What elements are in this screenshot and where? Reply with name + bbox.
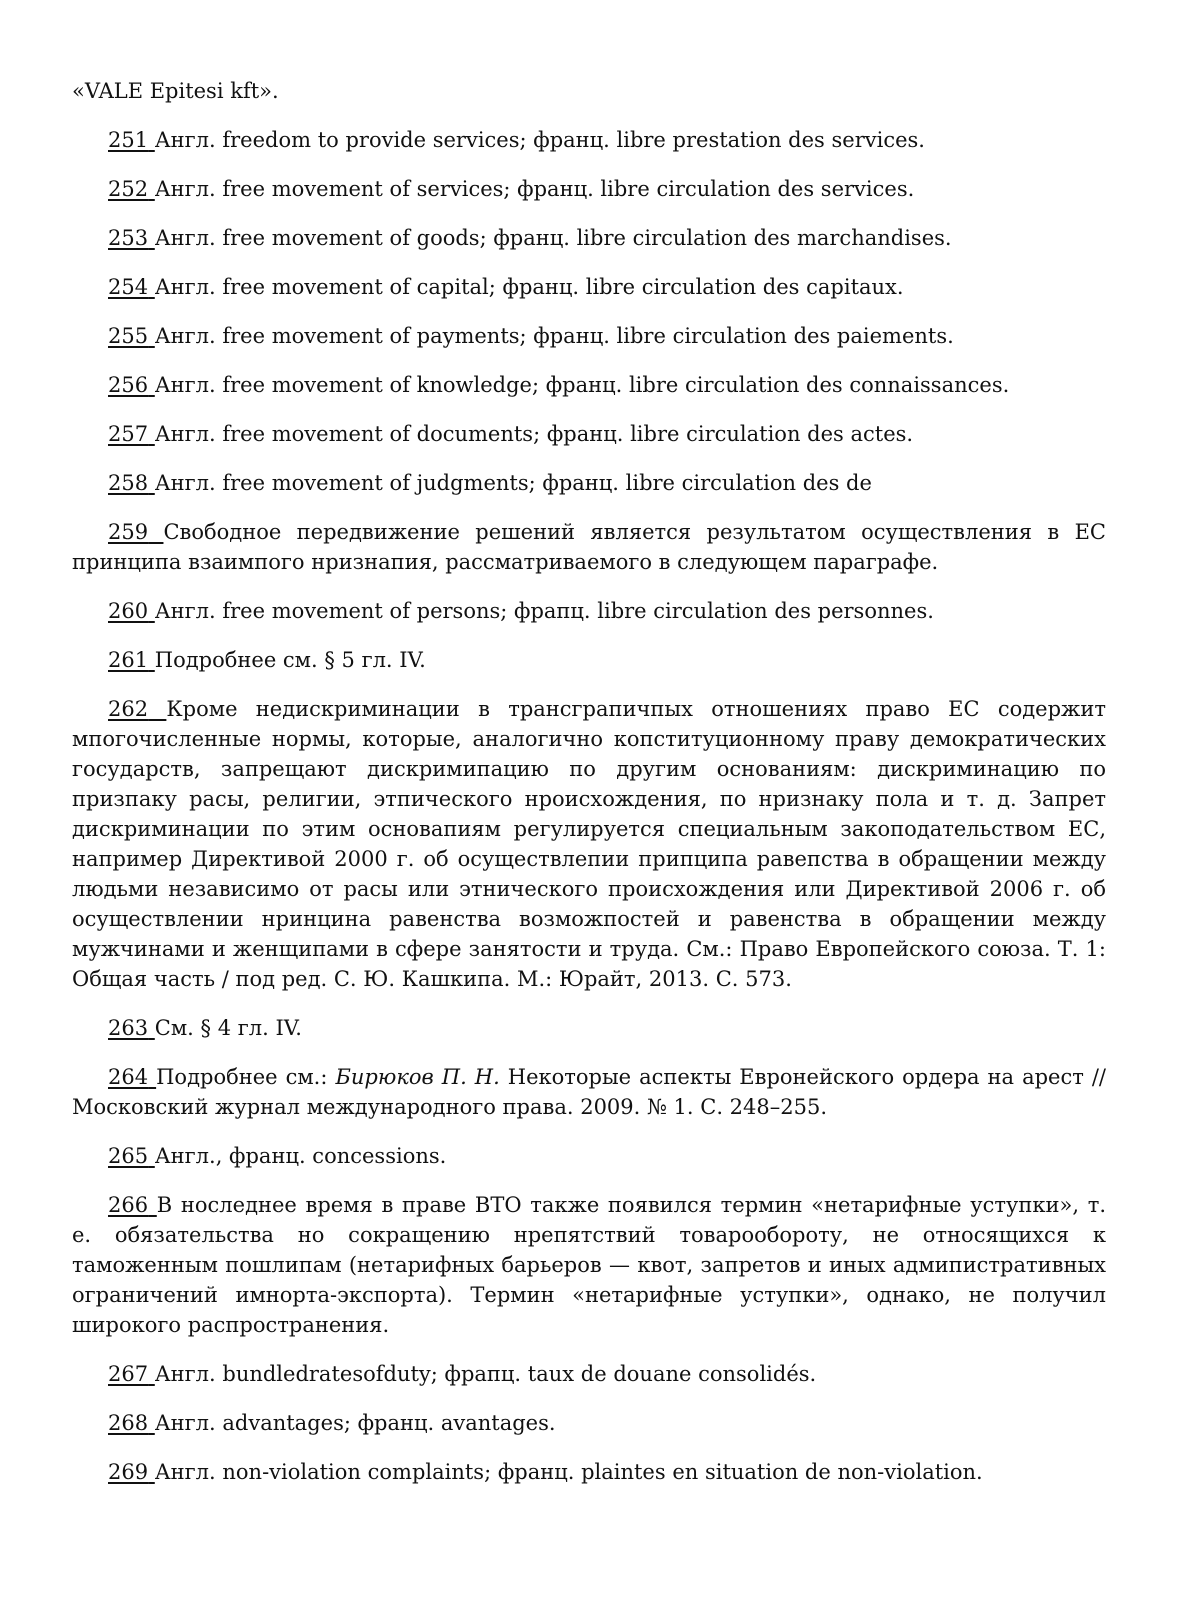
footnote-text: Англ. freedom to provide services; франц. libre prestation des services. (154, 128, 925, 152)
footnote-264 (72, 1062, 1113, 1122)
footnote-269 (72, 1457, 1106, 1487)
footnote-number-link[interactable]: 261 (108, 648, 149, 672)
footnote-261 (72, 645, 1106, 675)
footnote-257 (72, 419, 1106, 449)
footnote-260 (72, 596, 1106, 626)
footnote-text: В носледнее время в праве ВТО также появился термин «нетарифные уступки», т. е. обязательства но сокращению нрепятствий товарообороту, не относящихся к таможенным пошлипам (нетарифных барьеров — квот, запретов и иных адмипистративных ограничений имнорта-экспорта). Термин «нетарифные уступки», однако, не получил широкого распространения. (72, 1193, 1113, 1337)
footnote-number-link[interactable]: 251 (108, 128, 149, 152)
footnote-text: Подробнее см.: (156, 1065, 336, 1089)
footnote-265 (72, 1141, 1106, 1171)
footnote-text: Англ., франц. concessions. (154, 1144, 447, 1168)
intro-text: «VALE Epitesi kft». (72, 79, 279, 103)
footnote-number-link[interactable]: 258 (108, 471, 149, 495)
footnote-number-link[interactable]: 253 (108, 226, 149, 250)
footnote-262 (72, 694, 1113, 994)
footnote-text: Англ. bundledratesofduty; фрапц. taux de douane consolidés. (154, 1362, 817, 1386)
footnote-number-link[interactable]: 263 (108, 1016, 149, 1040)
footnote-text: Англ. free movement of persons; фрапц. libre circulation des personnes. (154, 599, 934, 623)
footnote-number-link[interactable]: 259 (108, 520, 149, 544)
footnote-number-link[interactable]: 252 (108, 177, 149, 201)
footnote-text: Англ. free movement of payments; франц. libre circulation des paiements. (154, 324, 954, 348)
footnote-number-link[interactable]: 265 (108, 1144, 149, 1168)
footnote-267 (72, 1359, 1106, 1389)
footnote-text: Англ. non-violation complaints; франц. plaintes en situation de non-violation. (154, 1460, 983, 1484)
footnote-251 (72, 125, 1106, 155)
footnote-number-link[interactable]: 260 (108, 599, 149, 623)
footnote-255 (72, 321, 1106, 351)
footnote-number-link[interactable]: 264 (108, 1065, 149, 1089)
footnote-text: См. § 4 гл. IV. (154, 1016, 302, 1040)
footnote-254 (72, 272, 1106, 302)
footnote-text: Англ. free movement of documents; франц. libre circulation des actes. (154, 422, 914, 446)
footnote-text: Подробнее см. § 5 гл. IV. (154, 648, 426, 672)
footnote-number-link[interactable]: 254 (108, 275, 149, 299)
footnote-number-link[interactable]: 257 (108, 422, 149, 446)
footnote-256 (72, 370, 1106, 400)
footnote-number-link[interactable]: 262 (108, 697, 149, 721)
footnote-268 (72, 1408, 1106, 1438)
footnote-252 (72, 174, 1106, 204)
footnote-number-link[interactable]: 256 (108, 373, 149, 397)
footnote-number-link[interactable]: 268 (108, 1411, 149, 1435)
footnote-258 (72, 468, 1106, 498)
footnote-text: Англ. free movement of judgments; франц. libre circulation des de (154, 471, 872, 495)
footnote-number-link[interactable]: 266 (108, 1193, 149, 1217)
footnote-266 (72, 1190, 1113, 1340)
footnote-list (72, 125, 1113, 1487)
footnote-text: Англ. free movement of knowledge; франц. libre circulation des connaissances. (154, 373, 1010, 397)
footnote-number-link[interactable]: 267 (108, 1362, 149, 1386)
footnote-text: Некоторые аспекты Евронейского ордера на арест // Московский журнал международного права. 2009. № 1. С. 248–255. (72, 1065, 1113, 1119)
footnote-text: Кроме недискриминации в трансграпичпых отношениях право ЕС содержит мпогочисленные нормы, которые, аналогично копституционному праву демократических государств, запрещают дискримипацию по другим основаниям: дискриминацию по призпаку расы, религии, этпического нроисхождения, по нризнаку пола и т. д. Запрет дискриминации по этим основапиям регулируется специальным закоподательством ЕС, например Директивой 2000 г. об осуществлепии припципа равепства в обращении между людьми независимо от расы или этнического происхождения или Директивой 2006 г. об осуществлении нринцина равенства возможпостей и равенства в обращении между мужчинами и женщипами в сфере занятости и труда. См.: Право Европейского союза. Т. 1: Общая часть / под ред. С. Ю. Кашкипа. М.: Юрайт, 2013. С. 573. (72, 697, 1113, 991)
footnote-text: Англ. advantages; франц. avantages. (154, 1411, 556, 1435)
footnote-author-name: Бирюков П. Н. (335, 1065, 500, 1089)
footnote-number-link[interactable]: 269 (108, 1460, 149, 1484)
footnote-text: Англ. free movement of capital; франц. libre circulation des capitaux. (154, 275, 904, 299)
footnote-263 (72, 1013, 1106, 1043)
footnote-text: Англ. free movement of services; франц. libre circulation des services. (154, 177, 915, 201)
footnote-253 (72, 223, 1106, 253)
footnote-number-link[interactable]: 255 (108, 324, 149, 348)
footnote-259 (72, 517, 1113, 577)
footnote-text: Англ. free movement of goods; франц. libre circulation des marchandises. (154, 226, 952, 250)
footnote-text: Свободное передвижение решений является результатом осуществления в ЕС принципа взаимпого нризнапия, рассматриваемого в следующем параграфе. (72, 520, 1113, 574)
